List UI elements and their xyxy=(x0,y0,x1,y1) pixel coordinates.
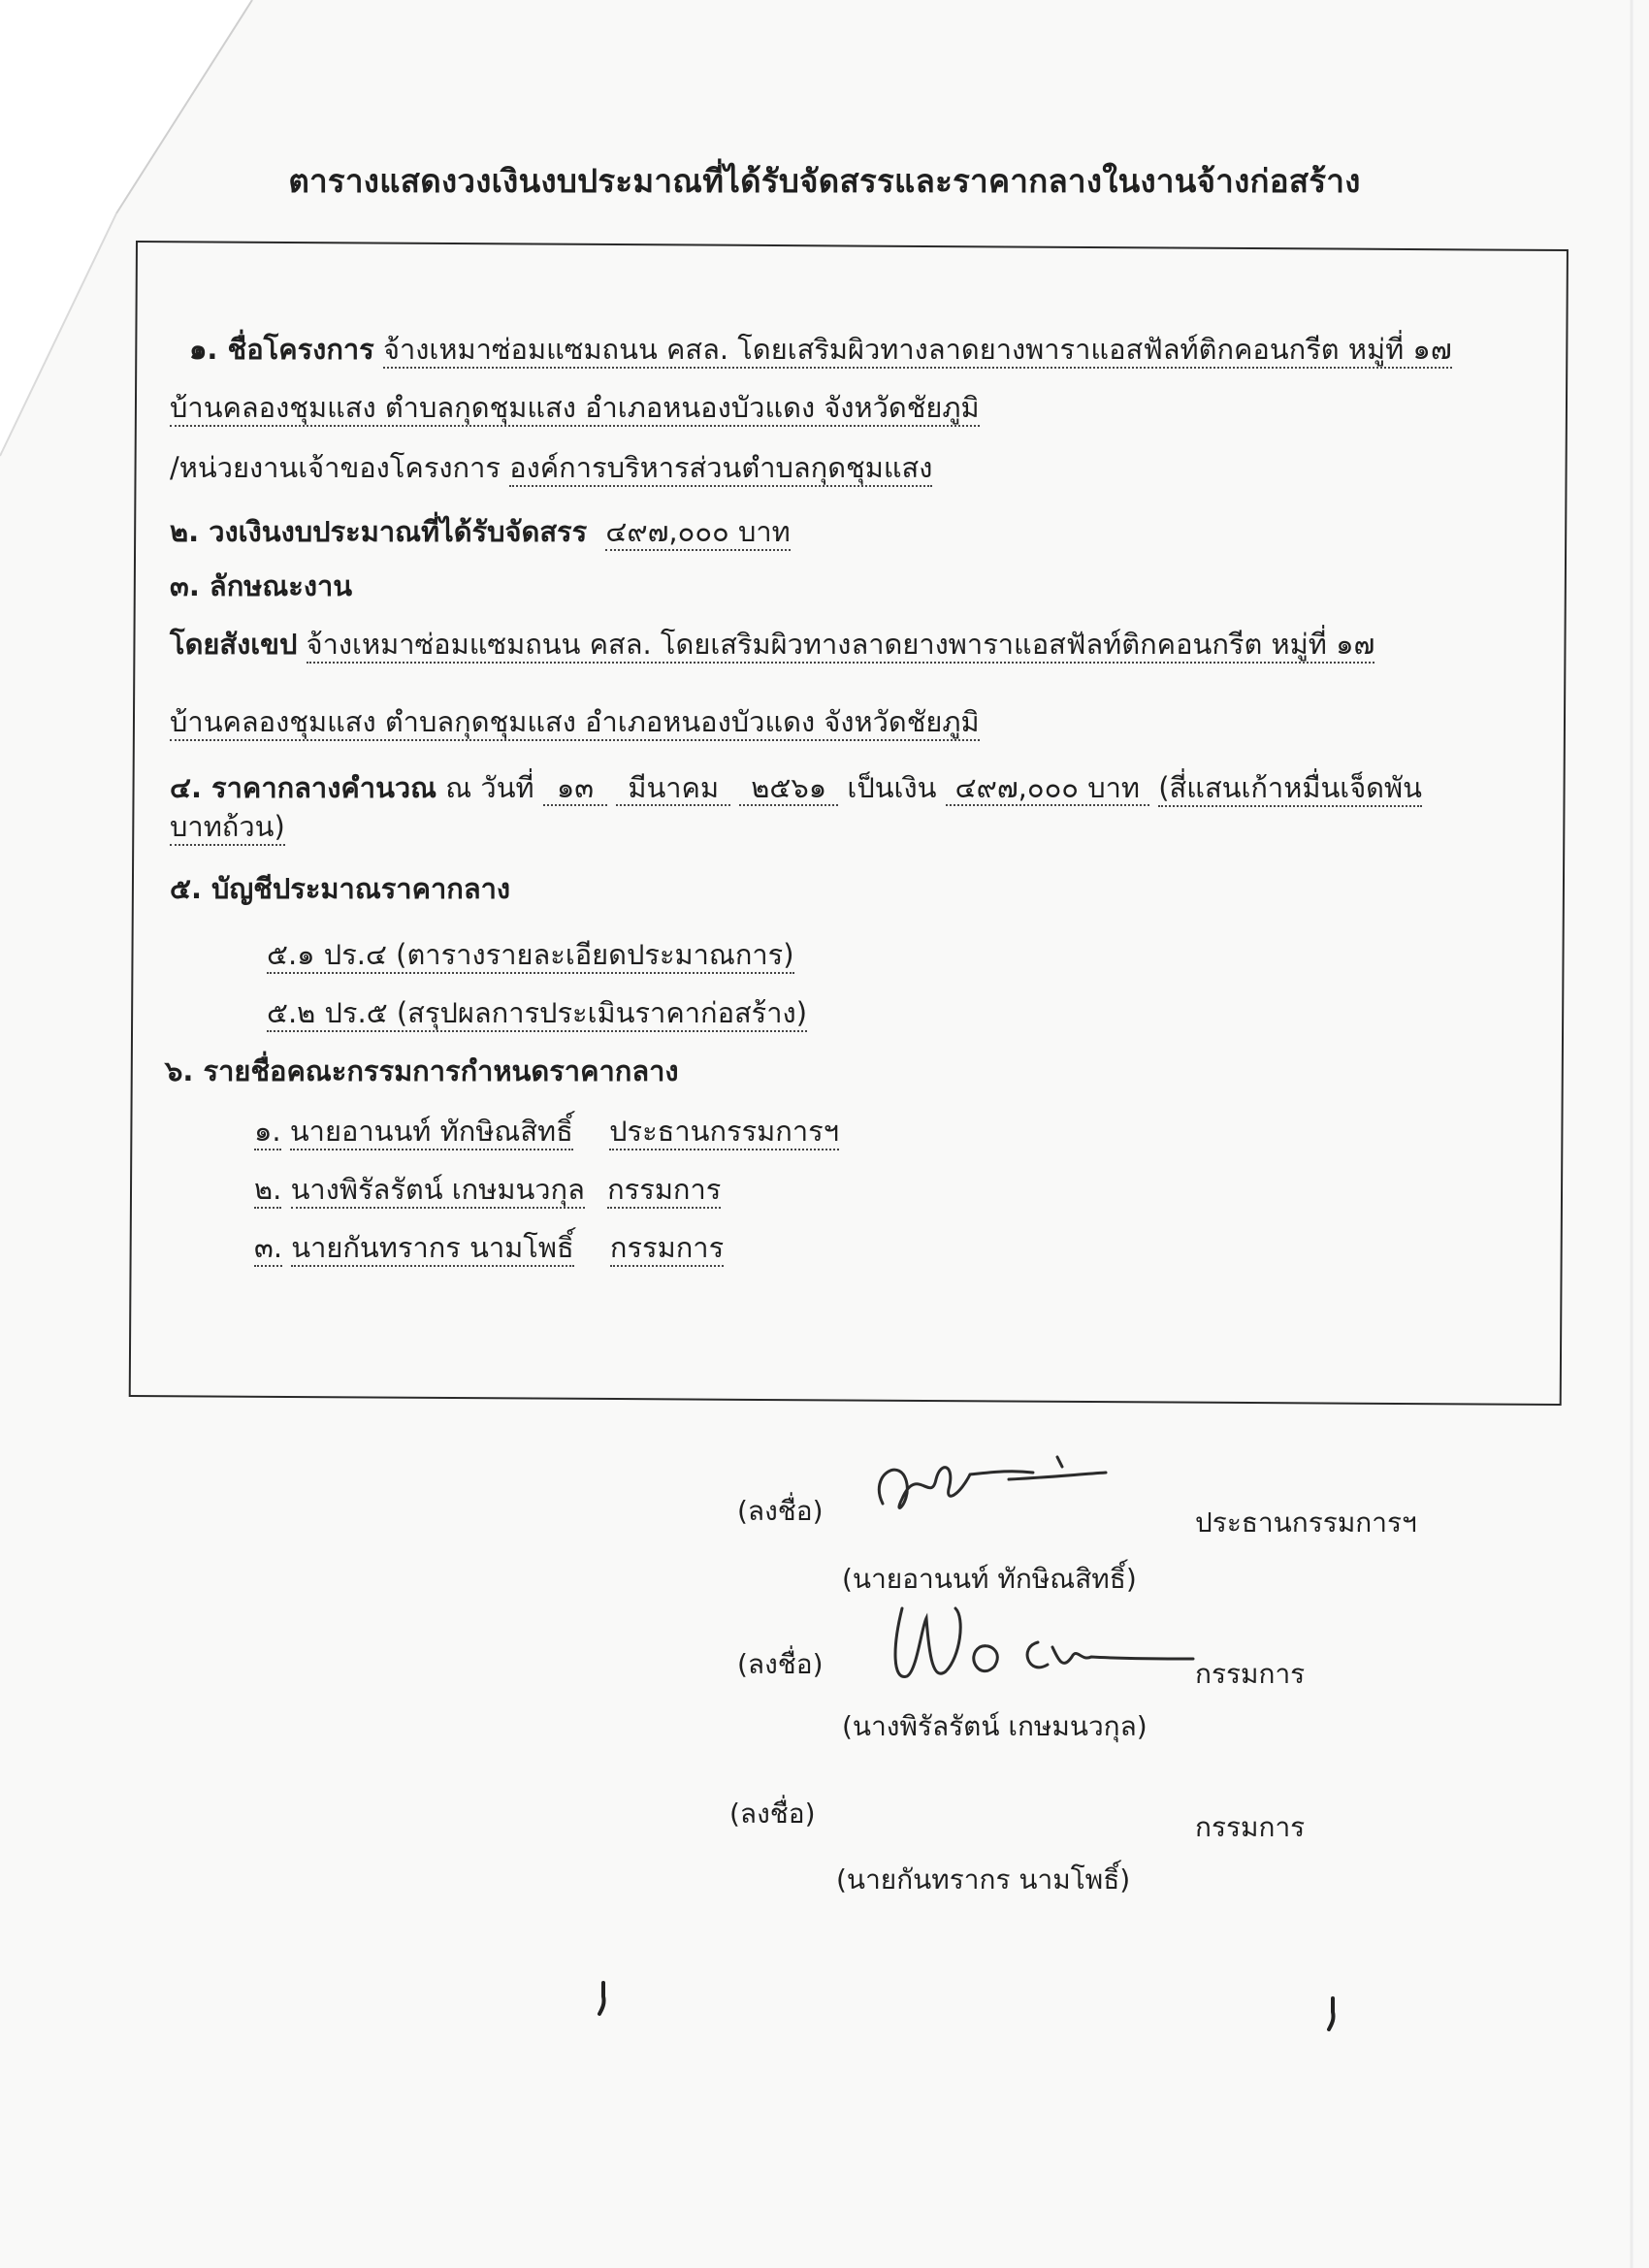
agency-label: /หน่วยงานเจ้าของโครงการ xyxy=(170,451,501,484)
amount-prefix: เป็นเงิน xyxy=(847,771,937,804)
signature-2-handwriting xyxy=(873,1589,1203,1696)
member1-role: ประธานกรรมการฯ xyxy=(609,1115,839,1150)
stray-mark-left xyxy=(594,1979,613,2018)
item1-label: ๑. ชื่อโครงการ xyxy=(189,333,374,366)
member3-num: ๓. xyxy=(254,1231,282,1267)
committee-member-3 xyxy=(254,1228,724,1267)
item5-sub1 xyxy=(267,935,794,974)
agency-value: องค์การบริหารส่วนตำบลกุดชุมแสง xyxy=(509,451,932,487)
sig1-role: ประธานกรรมการฯ xyxy=(1195,1507,1417,1539)
committee-member-2 xyxy=(254,1170,721,1209)
page-title: ตารางแสดงวงเงินงบประมาณที่ได้รับจัดสรรและราคากลางในงานจ้างก่อสร้าง xyxy=(288,162,1361,200)
sig2-label: (ลงชื่อ) xyxy=(737,1648,824,1680)
item4-label: ๔. ราคากลางคำนวณ xyxy=(170,771,437,804)
sig3-role: กรรมการ xyxy=(1195,1811,1306,1843)
date-year: ๒๕๖๑ xyxy=(739,771,838,806)
item1-line2 xyxy=(170,388,980,427)
stray-mark-right xyxy=(1323,1994,1342,2033)
item3-label: ๓. ลักษณะงาน xyxy=(170,569,353,602)
member2-name: นางพิรัลรัตน์ เกษมนวกุล xyxy=(291,1173,585,1209)
budget-value: ๔๙๗,๐๐๐ บาท xyxy=(605,515,790,551)
item3-line2 xyxy=(170,702,980,741)
date-day: ๑๓ xyxy=(543,771,607,806)
item5-sub1-text: ๕.๑ ปร.๔ (ตารางรายละเอียดประมาณการ) xyxy=(267,938,794,974)
item1-value-line1: จ้างเหมาซ่อมแซมถนน คสล. โดยเสริมผิวทางลาดยางพาราแอสฟัลท์ติกคอนกรีต หมู่ที่ ๑๗ xyxy=(383,333,1452,369)
sig1-name: (นายอานนท์ ทักษิณสิทธิ์) xyxy=(842,1563,1137,1595)
amount-words-line2: บาทถ้วน) xyxy=(170,810,285,846)
sig3-name: (นายกันทรากร นามโพธิ์) xyxy=(836,1863,1131,1895)
summary-label: โดยสังเขป xyxy=(170,628,298,661)
summary-line2: บ้านคลองชุมแสง ตำบลกุดชุมแสง อำเภอหนองบัวแดง จังหวัดชัยภูมิ xyxy=(170,705,980,741)
item5-label: ๕. บัญชีประมาณราคากลาง xyxy=(170,872,511,905)
summary-line1: จ้างเหมาซ่อมแซมถนน คสล. โดยเสริมผิวทางลาดยางพาราแอสฟัลท์ติกคอนกรีต หมู่ที่ ๑๗ xyxy=(307,628,1375,664)
item5-sub2 xyxy=(267,993,807,1032)
amount-value: ๔๙๗,๐๐๐ บาท xyxy=(946,771,1149,806)
item3-line1 xyxy=(170,625,1374,664)
signature-1-handwriting xyxy=(863,1445,1116,1533)
member3-name: นายกันทรากร นามโพธิ์ xyxy=(291,1231,573,1267)
item4-line1 xyxy=(170,768,1422,807)
sig1-label: (ลงชื่อ) xyxy=(737,1495,824,1527)
item1-line1 xyxy=(189,330,1452,369)
item2-line xyxy=(170,512,791,551)
committee-member-1 xyxy=(254,1112,839,1150)
member2-num: ๒. xyxy=(254,1173,281,1209)
item1-value-line2: บ้านคลองชุมแสง ตำบลกุดชุมแสง อำเภอหนองบัวแดง จังหวัดชัยภูมิ xyxy=(170,391,980,427)
date-prefix: ณ วันที่ xyxy=(445,771,534,804)
item2-label: ๒. วงเงินงบประมาณที่ได้รับจัดสรร xyxy=(170,515,588,548)
member3-role: กรรมการ xyxy=(610,1231,724,1267)
member2-role: กรรมการ xyxy=(607,1173,721,1209)
sig3-label: (ลงชื่อ) xyxy=(729,1798,816,1830)
member1-name: นายอานนท์ ทักษิณสิทธิ์ xyxy=(290,1115,573,1150)
item1-agency xyxy=(170,448,932,487)
item6-label: ๖. รายชื่อคณะกรรมการกำหนดราคากลาง xyxy=(165,1054,679,1087)
item5-sub2-text: ๕.๒ ปร.๕ (สรุปผลการประเมินราคาก่อสร้าง) xyxy=(267,996,807,1032)
amount-words-line1: (สี่แสนเก้าหมื่นเจ็ดพัน xyxy=(1158,771,1422,807)
sig2-name: (นางพิรัลรัตน์ เกษมนวกุล) xyxy=(842,1710,1148,1742)
date-month: มีนาคม xyxy=(616,771,730,806)
sig2-role: กรรมการ xyxy=(1195,1658,1306,1690)
item4-line2 xyxy=(170,807,285,846)
member1-num: ๑. xyxy=(254,1115,281,1150)
